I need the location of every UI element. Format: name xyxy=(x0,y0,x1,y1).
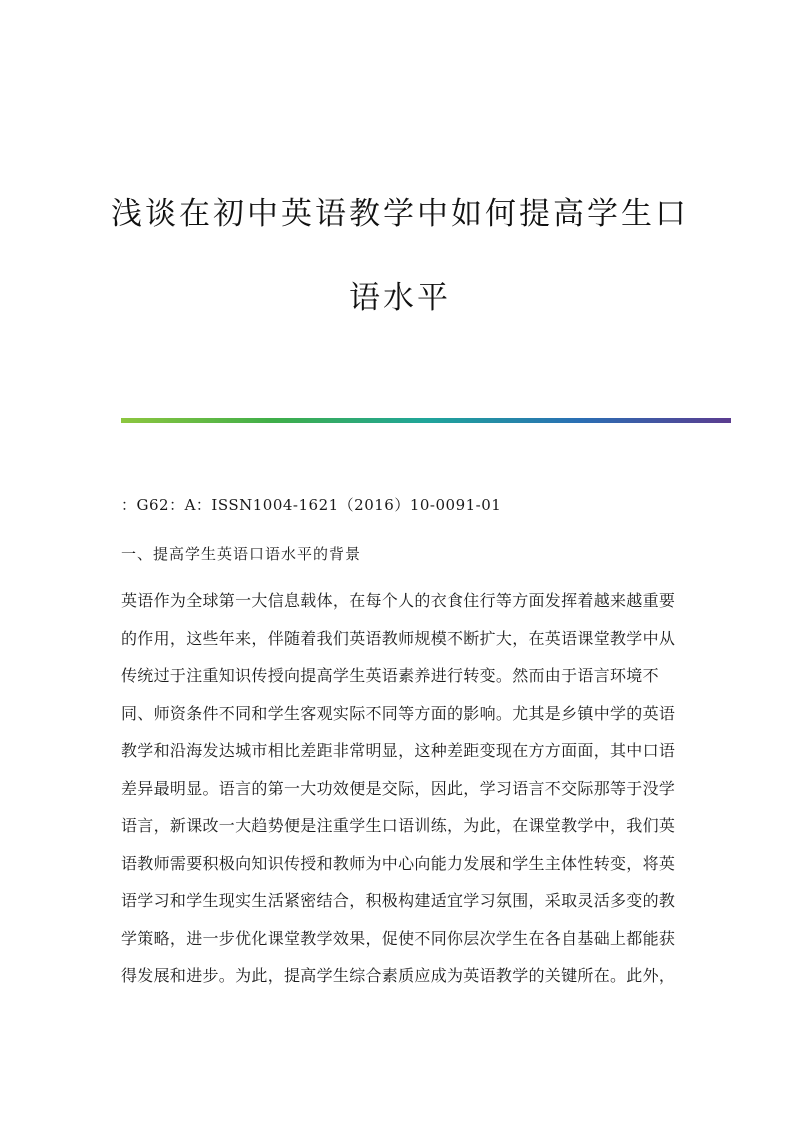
classification-meta: ：G62：A：ISSN1004-1621（2016）10-0091-01 xyxy=(121,496,502,514)
body-line: 语言，新课改一大趋势便是注重学生口语训练，为此，在课堂教学中，我们英 xyxy=(121,816,676,835)
body-line: 学策略，进一步优化课堂教学效果，促使不同你层次学生在各自基础上都能获 xyxy=(121,928,676,948)
body-line: 英语作为全球第一大信息载体，在每个人的衣食住行等方面发挥着越来越重要 xyxy=(121,591,676,610)
body-line: 同、师资条件不同和学生客观实际不同等方面的影响。尤其是乡镇中学的英语 xyxy=(121,703,676,723)
gradient-divider xyxy=(121,418,731,423)
body-paragraph xyxy=(121,588,681,1001)
body-line: 的作用，这些年来，伴随着我们英语教师规模不断扩大，在英语课堂教学中从 xyxy=(121,628,676,648)
body-line: 传统过于注重知识传授向提高学生英语素养进行转变。然而由于语言环境不 xyxy=(121,666,659,685)
section-heading: 一、提高学生英语口语水平的背景 xyxy=(121,545,362,563)
body-line: 得发展和进步。为此，提高学生综合素质应成为英语教学的关键所在。此外， xyxy=(121,966,676,985)
body-line: 语教师需要积极向知识传授和教师为中心向能力发展和学生主体性转变，将英 xyxy=(121,853,676,873)
document-title-line-1: 浅谈在初中英语教学中如何提高学生口 xyxy=(111,196,689,232)
document-title-line-2: 语水平 xyxy=(349,280,451,316)
body-line: 差异最明显。语言的第一大功效便是交际，因此，学习语言不交际那等于没学 xyxy=(121,778,676,798)
body-line: 语学习和学生现实生活紧密结合，积极构建适宜学习氛围，采取灵活多变的教 xyxy=(121,891,676,910)
body-line: 教学和沿海发达城市相比差距非常明显，这种差距变现在方方面面，其中口语 xyxy=(121,741,676,760)
